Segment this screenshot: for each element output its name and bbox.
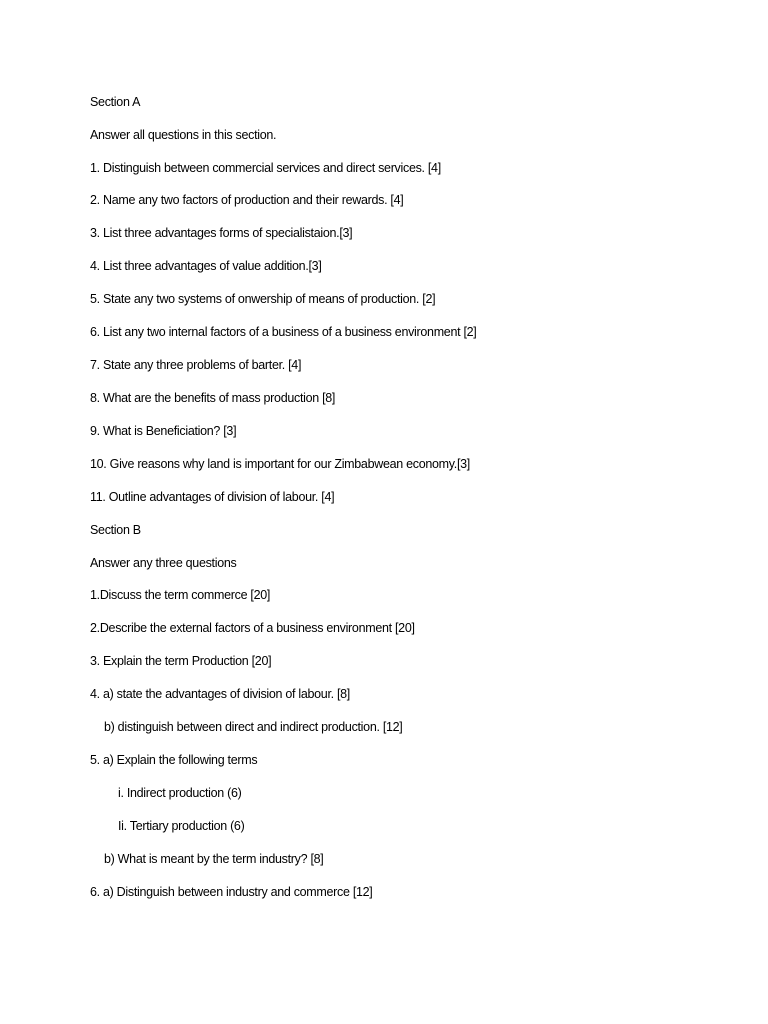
question-b5a-ii: Ii. Tertiary production (6) <box>118 819 245 833</box>
question-b5a: 5. a) Explain the following terms <box>90 753 258 767</box>
question-a7: 7. State any three problems of barter. [4] <box>90 358 302 372</box>
section-b-heading: Section B <box>90 523 141 537</box>
question-b5b: b) What is meant by the term industry? [8] <box>104 852 324 866</box>
question-a8: 8. What are the benefits of mass production [8] <box>90 391 336 405</box>
section-a-heading: Section A <box>90 95 141 109</box>
question-b2: 2.Describe the external factors of a business environment [20] <box>90 621 415 635</box>
question-b3: 3. Explain the term Production [20] <box>90 654 272 668</box>
question-b5a-i: i. Indirect production (6) <box>118 786 242 800</box>
question-a1: 1. Distinguish between commercial services and direct services. [4] <box>90 161 441 175</box>
question-b1: 1.Discuss the term commerce [20] <box>90 588 271 602</box>
section-a-instruction: Answer all questions in this section. <box>90 128 277 142</box>
question-b4b: b) distinguish between direct and indirect production. [12] <box>104 720 403 734</box>
question-a10: 10. Give reasons why land is important for our Zimbabwean economy.[3] <box>90 457 470 471</box>
question-b6a: 6. a) Distinguish between industry and commerce [12] <box>90 885 373 899</box>
question-b4a: 4. a) state the advantages of division of labour. [8] <box>90 687 350 701</box>
section-b-instruction: Answer any three questions <box>90 556 237 570</box>
question-a9: 9. What is Beneficiation? [3] <box>90 424 237 438</box>
question-a6: 6. List any two internal factors of a business of a business environment [2] <box>90 325 477 339</box>
question-a2: 2. Name any two factors of production and their rewards. [4] <box>90 193 404 207</box>
question-a11: 11. Outline advantages of division of labour. [4] <box>90 490 335 504</box>
question-a3: 3. List three advantages forms of specialistaion.[3] <box>90 226 353 240</box>
question-a5: 5. State any two systems of onwership of means of production. [2] <box>90 292 436 306</box>
question-a4: 4. List three advantages of value addition.[3] <box>90 259 322 273</box>
